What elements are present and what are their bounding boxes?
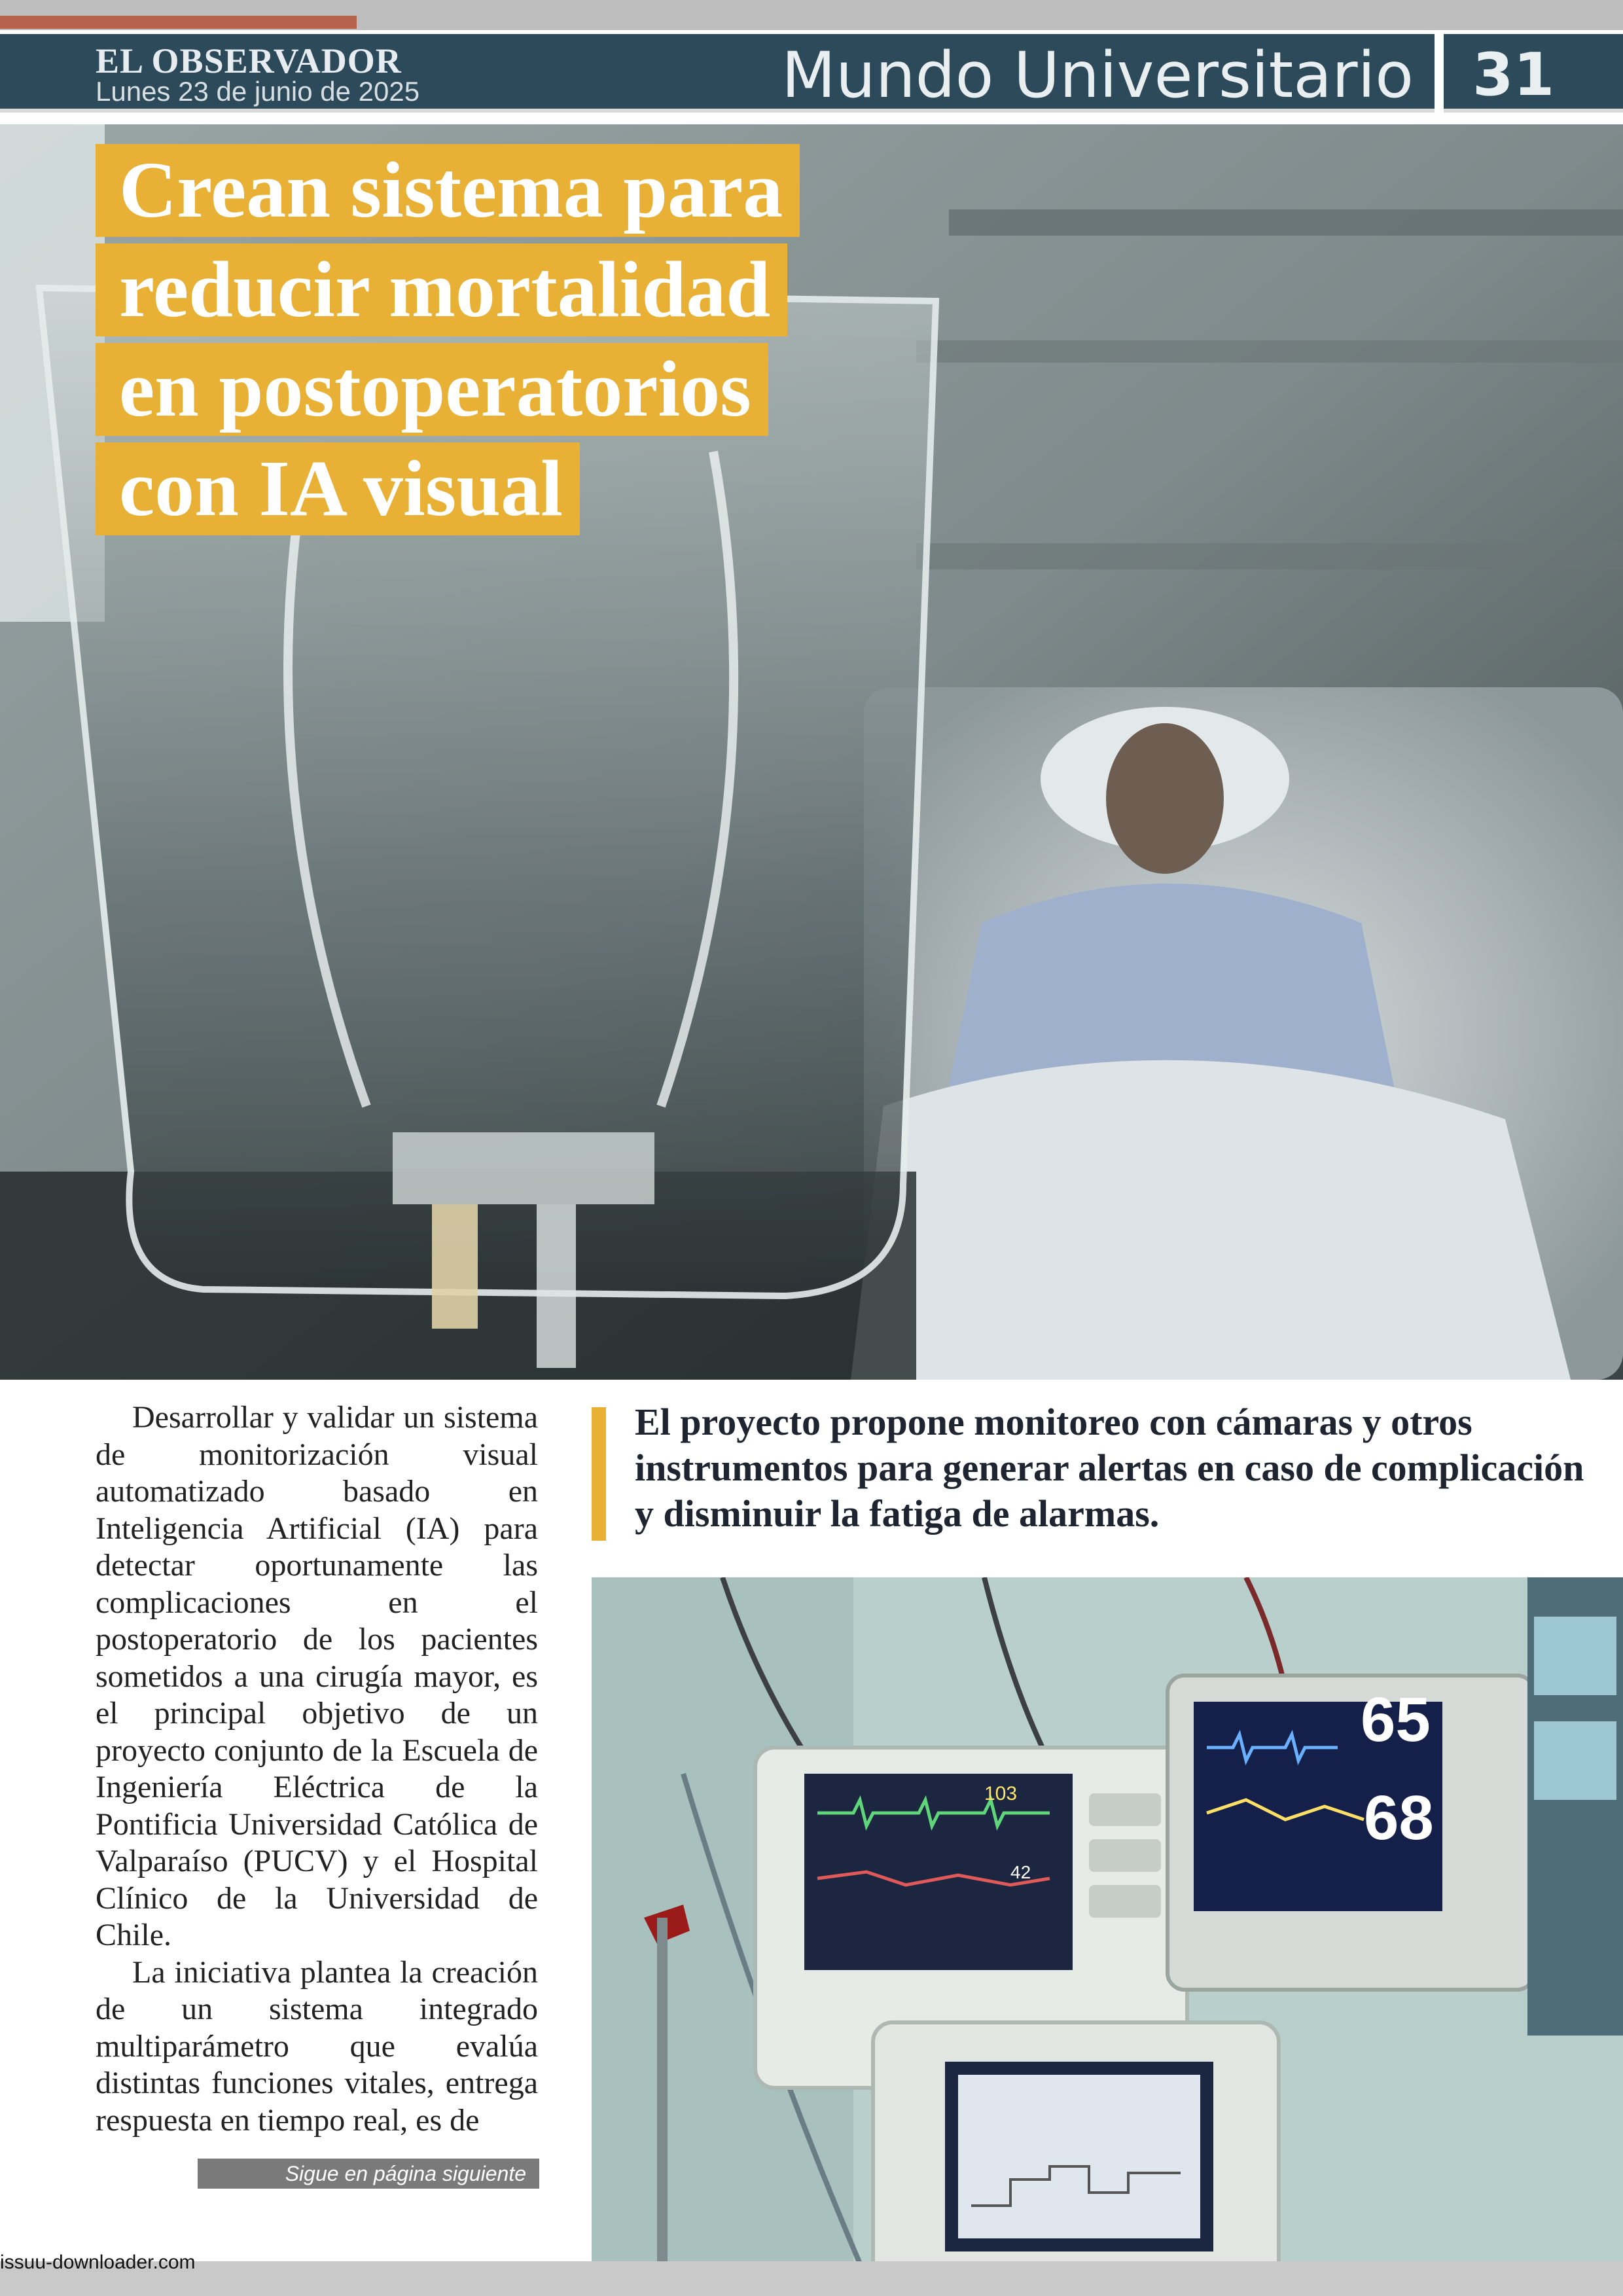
section-divider <box>1435 34 1444 113</box>
headline-line <box>96 442 815 542</box>
headline-line <box>96 144 815 243</box>
masthead <box>0 30 1623 113</box>
page-number: 31 <box>1472 41 1555 109</box>
issue-date: Lunes 23 de junio de 2025 <box>96 76 420 107</box>
headline-line-text: Crean sistema para <box>96 144 800 237</box>
deck-accent-bar <box>592 1407 606 1541</box>
continue-note[interactable]: Sigue en página siguiente <box>198 2159 539 2189</box>
article-body <box>96 1399 538 2139</box>
watermark: issuu-downloader.com <box>0 2251 196 2273</box>
bottom-strip <box>0 2261 1623 2296</box>
monitor-photo <box>592 1577 1623 2279</box>
monitor-reading: 103 <box>984 1783 1018 1804</box>
section-title: Mundo Universitario <box>781 39 1414 112</box>
headline-line-text: reducir mortalidad <box>96 243 787 336</box>
monitor-reading: 42 <box>1010 1862 1031 1882</box>
article-deck: El proyecto propone monitoreo con cámaras y otros instrumentos para generar alertas en caso de complicación y disminuir la fatiga de alarmas. <box>635 1401 1584 1535</box>
newspaper-name: EL OBSERVADOR <box>96 41 402 81</box>
monitor-reading: 65 <box>1361 1685 1431 1755</box>
body-paragraph: Desarrollar y validar un sistema de monitorización visual automatizado basado en Inteligencia Artificial (IA) para detectar oportunamente las complicaciones en el postoperatorio de los pacientes sometidos a una cirugía mayor, es el principal objetivo de un proyecto conjunto de la Escuela de Ingeniería Eléctrica de la Pontificia Universidad Católica de Valparaíso (PUCV) y el Hospital Clínico de la Universidad de Chile. <box>96 1400 538 1952</box>
headline-line <box>96 343 815 442</box>
headline <box>96 144 815 542</box>
headline-line <box>96 243 815 343</box>
monitor-reading: 68 <box>1364 1783 1434 1853</box>
patient-monitor-illustration <box>592 1577 1623 2279</box>
body-paragraph: La iniciativa plantea la creación de un sistema integrado multiparámetro que evalúa distintas funciones vitales, entrega respuesta en tiempo real, es de <box>96 1954 538 2138</box>
headline-line-text: con IA visual <box>96 442 580 535</box>
headline-line-text: en postoperatorios <box>96 343 768 436</box>
accent-bar <box>0 16 357 29</box>
